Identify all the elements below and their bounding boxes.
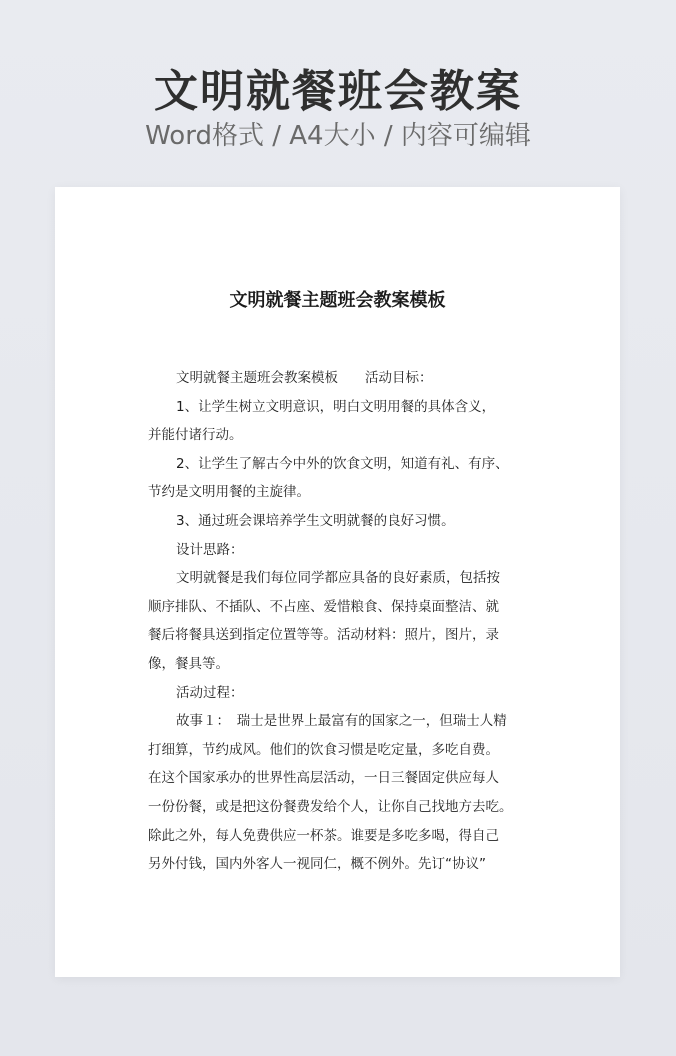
paragraph-line: 餐后将餐具送到指定位置等等。活动材料：照片，图片，录 [148, 627, 499, 644]
paragraph-line: 文明就餐主题班会教案模板 活动目标： [176, 370, 433, 386]
paragraph-line: 另外付钱，国内外客人一视同仁，概不例外。先订“协议” [148, 856, 486, 873]
paragraph-line: 3、通过班会课培养学生文明就餐的良好习惯。 [176, 512, 455, 529]
paragraph-line: 节约是文明用餐的主旋律。 [148, 484, 310, 501]
banner-title: 文明就餐班会教案 [154, 66, 522, 117]
paragraph-line: 打细算，节约成风。他们的饮食习惯是吃定量，多吃自费。 [148, 741, 499, 758]
banner-subtitle: Word格式 / A4大小 / 内容可编辑 [145, 121, 531, 151]
paragraph-line: 在这个国家承办的世界性高层活动，一日三餐固定供应每人 [148, 770, 499, 787]
paragraph-line: 活动过程： [176, 684, 244, 701]
paragraph-line: 除此之外，每人免费供应一杯茶。谁要是多吃多喝，得自己 [148, 827, 499, 844]
paragraph-line: 故事１： 瑞士是世界上最富有的国家之一，但瑞士人精 [176, 713, 507, 730]
document-body [148, 364, 540, 879]
document-page [55, 187, 620, 977]
paragraph-line: 1、让学生树立文明意识，明白文明用餐的具体含义， [176, 398, 496, 415]
paragraph-line: 一份份餐，或是把这份餐费发给个人，让你自己找地方去吃。 [148, 798, 513, 815]
paragraph-line: 2、让学生了解古今中外的饮食文明，知道有礼、有序、 [176, 455, 509, 472]
paragraph-line: 文明就餐是我们每位同学都应具备的良好素质，包括按 [176, 570, 500, 587]
paragraph-line: 像，餐具等。 [148, 655, 229, 672]
paragraph-line: 并能付诸行动。 [148, 427, 243, 444]
paragraph-line: 顺序排队、不插队、不占座、爱惜粮食、保持桌面整洁、就 [148, 598, 499, 615]
paragraph-line: 设计思路： [176, 541, 244, 558]
document-title: 文明就餐主题班会教案模板 [229, 290, 446, 311]
